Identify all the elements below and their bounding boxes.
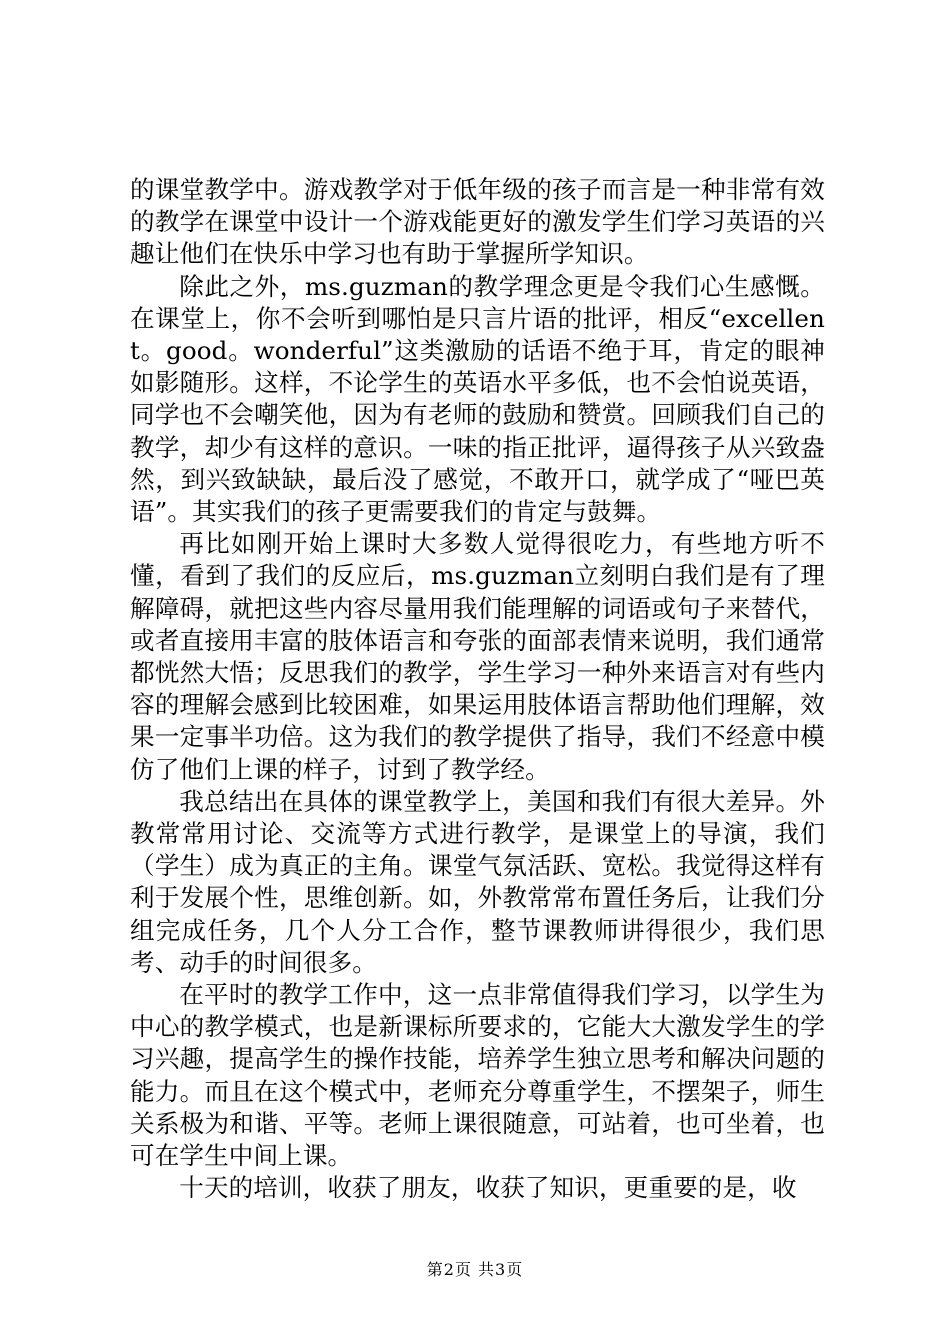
document-body: [130, 174, 825, 1205]
paragraph-student-centered: 在平时的教学工作中，这一点非常值得我们学习，以学生为中心的教学模式，也是新课标所要求的，它能大大激发学生的学习兴趣，提高学生的操作技能，培养学生独立思考和解决问题的能力。而且在这个模式中，老师充分尊重学生，不摆架子，师生关系极为和谐、平等。老师上课很随意，可站着，也可坐着，也可在学生中间上课。: [130, 980, 825, 1171]
page-number-footer: 第2页 共3页: [426, 1260, 524, 1279]
paragraph-body-language: 再比如刚开始上课时大多数人觉得很吃力，有些地方听不懂，看到了我们的反应后，ms.guzman立刻明白我们是有了理解障碍，就把这些内容尽量用我们能理解的词语或句子来替代，或者直接用丰富的肢体语言和夸张的面部表情来说明，我们通常都恍然大悟；反思我们的教学，学生学习一种外来语言对有些内容的理解会感到比较困难，如果运用肢体语言帮助他们理解，效果一定事半功倍。这为我们的教学提供了指导，我们不经意中模仿了他们上课的样子，讨到了教学经。: [130, 529, 825, 784]
paragraph-teaching-philosophy: 除此之外，ms.guzman的教学理念更是令我们心生感慨。在课堂上，你不会听到哪怕是只言片语的批评，相反“excellent。good。wonderful”这类激励的话语不绝于耳，肯定的眼神如影随形。这样，不论学生的英语水平多低，也不会怕说英语，同学也不会嘲笑他，因为有老师的鼓励和赞赏。回顾我们自己的教学，却少有这样的意识。一味的指正批评，逼得孩子从兴致盎然，到兴致缺缺，最后没了感觉，不敢开口，就学成了“哑巴英语”。其实我们的孩子更需要我们的肯定与鼓舞。: [130, 271, 825, 527]
paragraph-continuation: 的课堂教学中。游戏教学对于低年级的孩子而言是一种非常有效的教学在课堂中设计一个游戏能更好的激发学生们学习英语的兴趣让他们在快乐中学习也有助于掌握所学知识。: [130, 175, 825, 269]
paragraph-differences: 我总结出在具体的课堂教学上，美国和我们有很大差异。外教常常用讨论、交流等方式进行教学，是课堂上的导演，我们（学生）成为真正的主角。课堂气氛活跃、宽松。我觉得这样有利于发展个性，思维创新。如，外教常常布置任务后，让我们分组完成任务，几个人分工合作，整节课教师讲得很少，我们思考、动手的时间很多。: [130, 786, 825, 977]
paragraph-training-summary: 十天的培训，收获了朋友，收获了知识，更重要的是，收: [179, 1173, 797, 1203]
